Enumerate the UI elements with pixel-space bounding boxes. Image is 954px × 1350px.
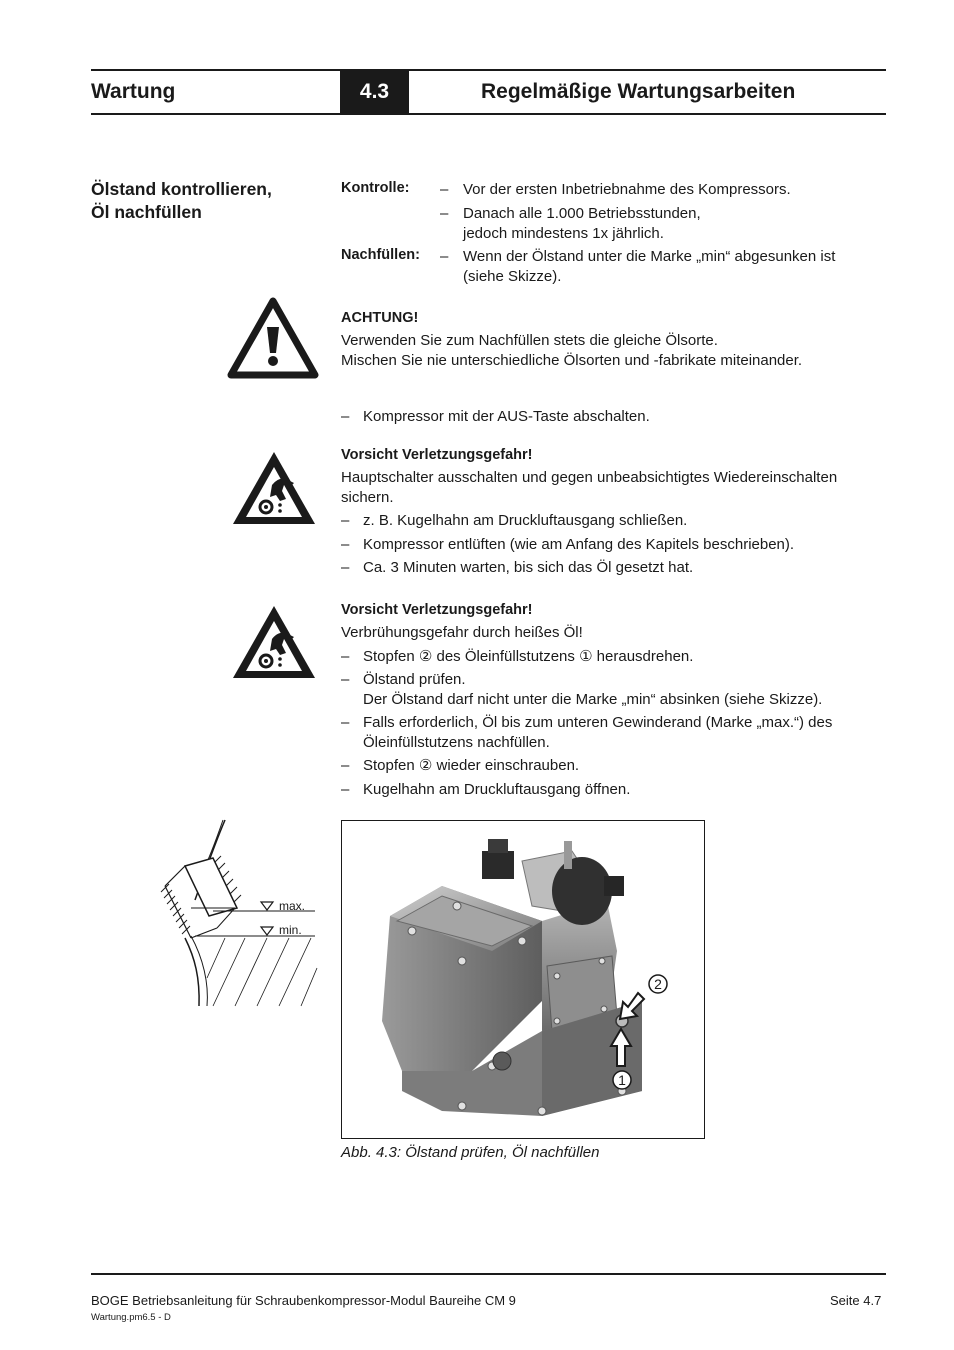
dash: – (341, 536, 350, 553)
section-number-text: 4.3 (359, 80, 390, 103)
achtung-heading: ACHTUNG! (341, 310, 419, 326)
header-bottom-rule (91, 113, 886, 115)
warning1-line1: Hauptschalter ausschalten und gegen unbeabsichtigtes Wiedereinschalten (341, 469, 838, 486)
achtung-line1: Verwenden Sie zum Nachfüllen stets die gleiche Ölsorte. (341, 332, 718, 349)
achtung-text (341, 331, 802, 370)
dash: – (341, 408, 350, 425)
warning2-item-2 (363, 670, 822, 709)
nachfuellen-line2: (siehe Skizze). (463, 267, 562, 285)
footer-page-number: Seite 4.7 (830, 1293, 882, 1308)
warning2-line1: Verbrühungsgefahr durch heißes Öl! (341, 624, 583, 641)
dash: – (440, 205, 449, 222)
footer-file-name: Wartung.pm6.5 - D (91, 1312, 171, 1323)
footer-document-title: BOGE Betriebsanleitung für Schraubenkompressor-Modul Baureihe CM 9 (91, 1293, 516, 1308)
nachfuellen-text (463, 247, 835, 286)
warning1-item-2: Kompressor entlüften (wie am Anfang des Kapitels beschrieben). (363, 536, 795, 553)
nachfuellen-label: Nachfüllen: (341, 247, 420, 263)
warning1-item-1: z. B. Kugelhahn am Druckluftausgang schließen. (363, 512, 688, 529)
warning1-heading: Vorsicht Verletzungsgefahr! (341, 447, 533, 463)
dash: – (341, 781, 350, 798)
kontrolle-item-2-line2: jedoch mindestens 1x jährlich. (463, 224, 664, 242)
warning-hand-gear-icon (228, 447, 320, 529)
section-number (340, 70, 409, 114)
warning-hand-gear-icon (228, 601, 320, 683)
warning2-item-5: Kugelhahn am Druckluftausgang öffnen. (363, 781, 631, 798)
kontrolle-item-2-line1: Danach alle 1.000 Betriebsstunden, (463, 205, 701, 222)
warning2-item-2-line1: Ölstand prüfen. (363, 671, 466, 688)
footer-rule (91, 1273, 886, 1275)
chapter-title: Wartung (91, 80, 176, 103)
dash: – (440, 248, 449, 265)
kontrolle-item-2 (463, 204, 701, 243)
callout-2-label: 2 (654, 976, 662, 992)
page-title: Regelmäßige Wartungsarbeiten (481, 80, 796, 103)
oil-level-sketch (155, 818, 325, 1010)
section-heading-line1: Ölstand kontrollieren, (91, 179, 272, 199)
warning1-line2: sichern. (341, 488, 394, 506)
warning2-item-3-line1: Falls erforderlich, Öl bis zum unteren Gewinderand (Marke „max.“) des (363, 714, 833, 731)
photo-compressor-module (341, 820, 705, 1139)
kontrolle-label: Kontrolle: (341, 180, 410, 196)
dash: – (341, 757, 350, 774)
warning2-item-3-line2: Öleinfüllstutzens nachfüllen. (363, 733, 550, 751)
kontrolle-item-1: Vor der ersten Inbetriebnahme des Kompressors. (463, 181, 791, 198)
compressor-photo-illustration (342, 821, 704, 1138)
step-switch-off: Kompressor mit der AUS-Taste abschalten. (363, 408, 650, 425)
sketch-min-label: min. (279, 923, 302, 937)
dash: – (440, 181, 449, 198)
section-heading (91, 178, 321, 224)
warning-exclamation-icon (227, 297, 319, 379)
warning2-item-3 (363, 713, 832, 752)
sketch-max-label: max. (279, 899, 306, 913)
header-top-rule (91, 69, 886, 71)
warning1-item-3: Ca. 3 Minuten warten, bis sich das Öl gesetzt hat. (363, 559, 694, 576)
warning2-item-2-line2: Der Ölstand darf nicht unter die Marke „min“ absinken (siehe Skizze). (363, 690, 823, 708)
nachfuellen-line1: Wenn der Ölstand unter die Marke „min“ abgesunken ist (463, 248, 836, 265)
dash: – (341, 671, 350, 688)
dash: – (341, 648, 350, 665)
warning1-text (341, 468, 837, 507)
warning2-item-4: Stopfen ② wieder einschrauben. (363, 757, 580, 774)
callout-1-label: 1 (618, 1072, 626, 1088)
dash: – (341, 512, 350, 529)
warning2-heading: Vorsicht Verletzungsgefahr! (341, 602, 533, 618)
dash: – (341, 559, 350, 576)
achtung-line2: Mischen Sie nie unterschiedliche Ölsorten und -fabrikate miteinander. (341, 351, 803, 369)
dash: – (341, 714, 350, 731)
section-heading-line2: Öl nachfüllen (91, 202, 202, 222)
warning2-item-1: Stopfen ② des Öleinfüllstutzens ① herausdrehen. (363, 648, 694, 665)
figure-caption: Abb. 4.3: Ölstand prüfen, Öl nachfüllen (341, 1144, 600, 1161)
